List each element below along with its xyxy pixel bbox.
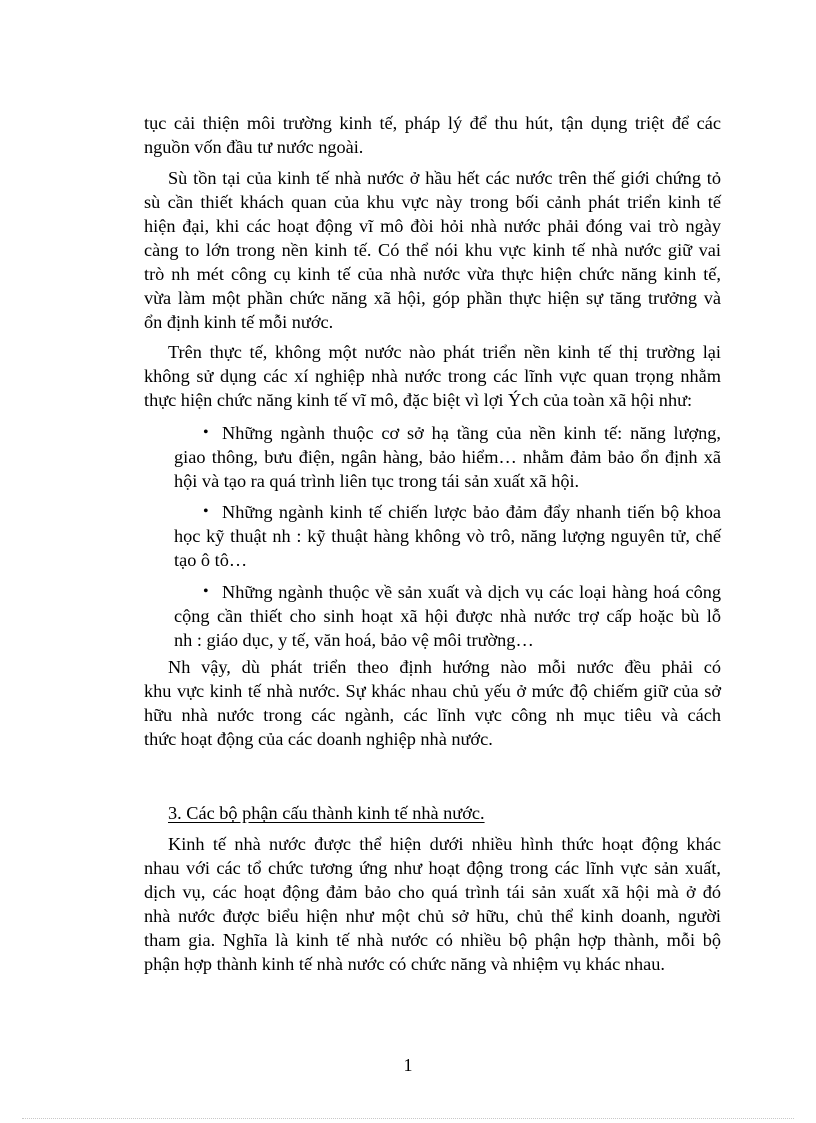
text-line: càng to lớn trong nền kinh tế. Có thể nói khu vực kinh tế nhà nước giữ vai xyxy=(144,240,721,260)
text-line: nh : giáo dục, y tế, văn hoá, bảo vệ môi trường… xyxy=(174,630,534,650)
page-bottom-divider xyxy=(22,1118,794,1119)
text-line: Sù tồn tại của kinh tế nhà nước ở hầu hết các nước trên thế giới chứng tỏ xyxy=(168,168,721,188)
text-line: Những ngành thuộc về sản xuất và dịch vụ các loại hàng hoá công xyxy=(222,582,721,602)
text-line: Những ngành thuộc cơ sở hạ tầng của nền kinh tế: năng lượng, xyxy=(222,423,721,443)
text-line: cộng cần thiết cho sinh hoạt xã hội được nhà nước trợ cấp hoặc bù lỗ xyxy=(174,606,721,626)
text-line: Nh vậy, dù phát triển theo định hướng nào mỗi nước đều phải có xyxy=(168,657,721,677)
text-line: tham gia. Nghĩa là kinh tế nhà nước có nhiều bộ phận hợp thành, mỗi bộ xyxy=(144,930,721,950)
page-number: 1 xyxy=(403,1055,413,1075)
text-line: dịch vụ, các hoạt động đảm bảo cho quá trình tái sản xuất xã hội mà ở đó xyxy=(144,882,721,902)
text-line: nguồn vốn đầu tư nước ngoài. xyxy=(144,137,364,157)
bullet-icon: • xyxy=(203,424,209,441)
text-line: khu vực kinh tế nhà nước. Sự khác nhau chủ yếu ở mức độ chiếm giữ của sở xyxy=(144,681,721,701)
text-line: tục cải thiện môi trường kinh tế, pháp lý để thu hút, tận dụng triệt để các xyxy=(144,113,721,133)
text-line: nhà nước được biểu hiện như một chủ sở hữu, chủ thể kinh doanh, người xyxy=(144,906,721,926)
text-line: thức hoạt động của các doanh nghiệp nhà nước. xyxy=(144,729,493,749)
text-line: trò nh mét công cụ kinh tế của nhà nước vừa thực hiện chức năng kinh tế, xyxy=(144,264,721,284)
text-line: vừa làm một phần chức năng xã hội, góp phần thực hiện sự tăng trưởng và xyxy=(144,288,721,308)
text-line: giao thông, bưu điện, ngân hàng, bảo hiểm… nhằm đảm bảo ổn định xã xyxy=(174,447,721,467)
text-line: ổn định kinh tế mỗi nước. xyxy=(144,312,334,332)
text-line: thực hiện chức năng kinh tế vĩ mô, đặc biệt vì lợi Ých của toàn xã hội như: xyxy=(144,390,693,410)
text-line: Những ngành kinh tế chiến lược bảo đảm đẩy nhanh tiến bộ khoa xyxy=(222,502,721,522)
text-line: học kỹ thuật nh : kỹ thuật hàng không vò trô, năng lượng nguyên tử, chế xyxy=(174,526,721,546)
text-line: hữu nhà nước trong các ngành, các lĩnh vực công nh mục tiêu và cách xyxy=(144,705,721,725)
text-line: tạo ô tô… xyxy=(174,550,248,570)
text-line: Trên thực tế, không một nước nào phát triển nền kinh tế thị trường lại xyxy=(168,342,721,362)
text-line: hiện đại, khi các hoạt động vĩ mô đòi hỏi nhà nước phải đóng vai trò ngày xyxy=(144,216,721,236)
text-line: Kinh tế nhà nước được thể hiện dưới nhiều hình thức hoạt động khác xyxy=(168,834,721,854)
bullet-icon: • xyxy=(203,503,209,520)
text-line: phận hợp thành kinh tế nhà nước có chức năng và nhiệm vụ khác nhau. xyxy=(144,954,665,974)
text-line: không sử dụng các xí nghiệp nhà nước trong các lĩnh vực quan trọng nhằm xyxy=(144,366,721,386)
bullet-icon: • xyxy=(203,583,209,600)
text-line: nhau với các tổ chức tương ứng như hoạt động trong các lĩnh vực sản xuất, xyxy=(144,858,721,878)
section-heading: 3. Các bộ phận cấu thành kinh tế nhà nước. xyxy=(168,803,485,823)
text-line: sù cần thiết khách quan của khu vực này trong bối cảnh phát triển kinh tế xyxy=(144,192,721,212)
text-line: hội và tạo ra quá trình liên tục trong tái sản xuất xã hội. xyxy=(174,471,580,491)
